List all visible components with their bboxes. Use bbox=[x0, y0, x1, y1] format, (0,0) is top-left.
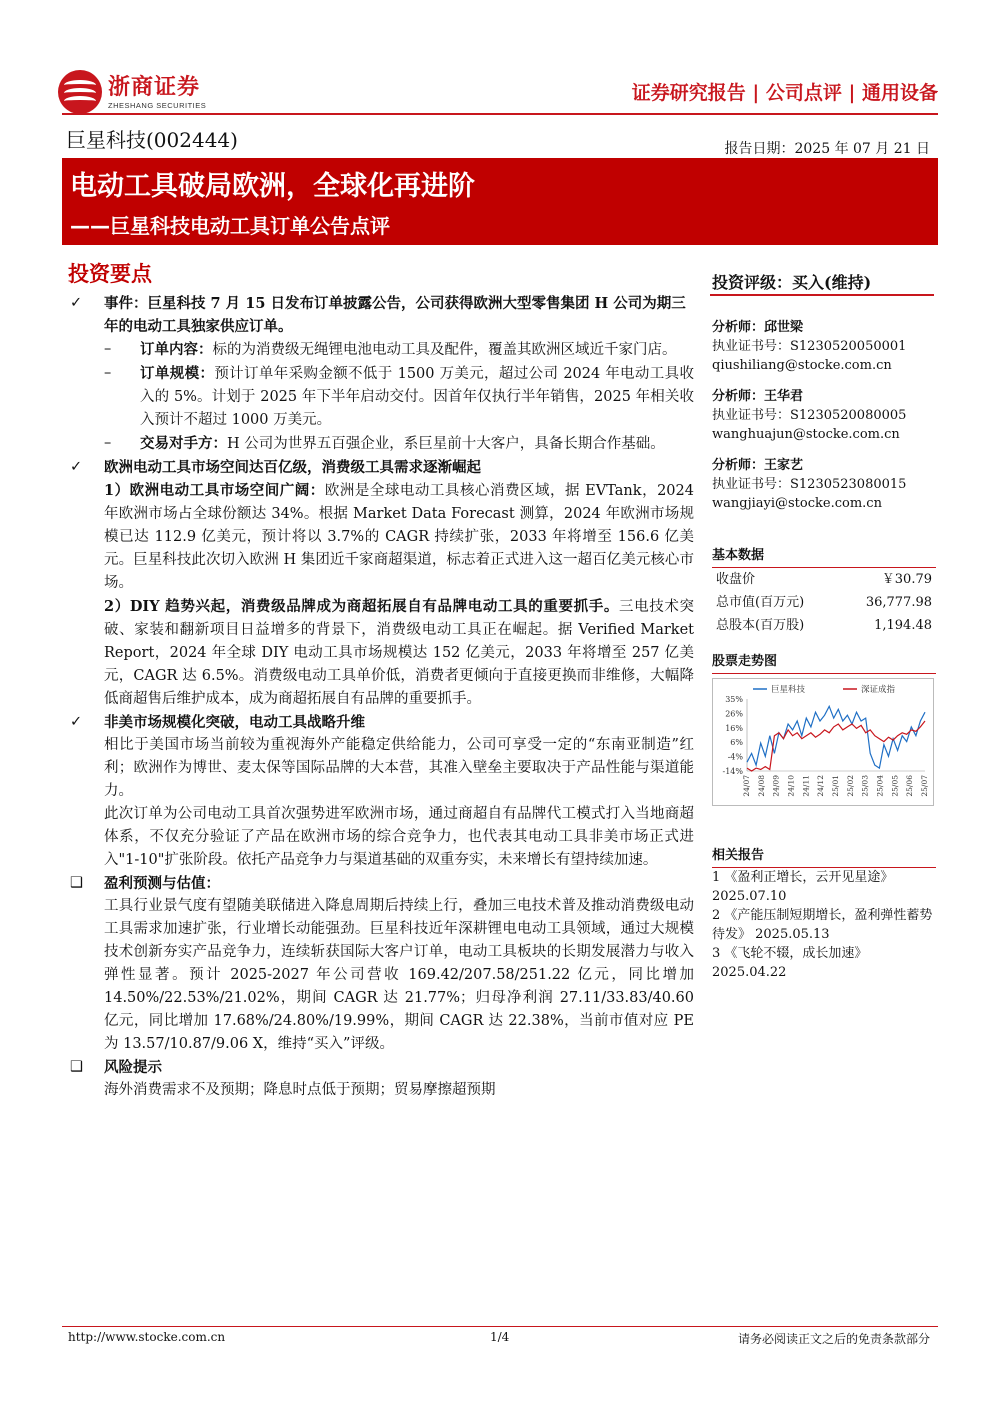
table-cell-value: 1,194.48 bbox=[874, 618, 932, 633]
key-data-table bbox=[712, 568, 936, 637]
analyst-card bbox=[712, 456, 936, 513]
table-row bbox=[712, 614, 936, 637]
bullet-heading: 风险提示 bbox=[104, 1059, 162, 1076]
table-cell-value: 36,777.98 bbox=[865, 595, 932, 610]
paragraph: 工具行业景气度有望随美联储进入降息周期后持续上行，叠加三电技术普及推动消费级电动工具需求加速扩张，行业增长动能强劲。巨星科技近年深耕锂电电动工具领域，通过大规模技术创新夯实产品竞争力，连续斩获国际大客户订单，电动工具板块的长期发展潜力与收入弹性显著。预计 2025-2027 年公司营收 169.42/207.58/251.22 亿元，同比增加 14.50%/22.53%/21.02%，期间 CAGR 达 21.77%；归母净利润 27.11/33.83/40.60 亿元，同比增加 17.68%/24.80%/19.99%，期间 CAGR 达 22.38%，当前市值对应 PE 为 13.57/10.87/9.06 X，维持“买入”评级。 bbox=[104, 898, 694, 1052]
stock-chart-svg bbox=[713, 679, 935, 807]
bullet-heading: 盈利预测与估值： bbox=[104, 875, 220, 892]
checkmark-icon: ✓ bbox=[70, 459, 83, 475]
analyst-card bbox=[712, 318, 936, 375]
x-tick-label: 24/07 bbox=[742, 775, 751, 797]
section-title: 投资要点 bbox=[68, 261, 152, 286]
y-tick-label: 16% bbox=[725, 723, 743, 733]
legend-label: 巨星科技 bbox=[771, 685, 806, 695]
key-data-title: 基本数据 bbox=[712, 548, 765, 563]
sub-item: – 订单内容：标的为消费级无绳锂电池电动工具及配件，覆盖其欧洲区域近千家门店。 bbox=[104, 341, 677, 358]
footer-url[interactable]: http://www.stocke.com.cn bbox=[68, 1330, 226, 1344]
related-report-item[interactable]: 3 《飞轮不辍，成长加速》 2025.04.22 bbox=[712, 946, 868, 980]
paragraph: 相比于美国市场当前较为重视海外产能稳定供给能力，公司可享受一定的“东南亚制造”红利；欧洲作为博世、麦太保等国际品牌的大本营，其准入壁垒主要取决于产品性能与渠道能力。 bbox=[104, 737, 694, 799]
header-divider bbox=[62, 113, 938, 115]
sub-label: 订单内容： bbox=[140, 341, 213, 358]
table-row bbox=[712, 568, 936, 591]
x-tick-label: 25/06 bbox=[905, 775, 915, 797]
company-name: 巨星科技(002444) bbox=[66, 128, 238, 152]
logo-mark-icon bbox=[58, 70, 102, 114]
footer-divider bbox=[62, 1326, 938, 1327]
x-tick-label: 25/02 bbox=[845, 775, 855, 797]
analyst-email[interactable]: qiushiliang@stocke.com.cn bbox=[712, 358, 892, 373]
x-tick-label: 25/03 bbox=[860, 775, 870, 797]
footer-disclaimer: 请务必阅读正文之后的免责条款部分 bbox=[737, 1332, 930, 1346]
related-title: 相关报告 bbox=[712, 848, 765, 863]
bullet-strategy bbox=[68, 711, 694, 734]
table-row bbox=[712, 591, 936, 614]
analyst-name: 分析师：邱世梁 bbox=[712, 320, 804, 335]
analyst-list bbox=[712, 318, 936, 513]
sub-text: 预计订单年采购金额不低于 1500 万美元，超过公司 2024 年电动工具收入的 5%。计划于 2025 年下半年启动交付。因首年仅执行半年销售，2025 年相关收入预计不超过 1000 万美元。 bbox=[140, 366, 694, 428]
analyst-email[interactable]: wangjiayi@stocke.com.cn bbox=[712, 496, 882, 511]
rating-divider bbox=[710, 294, 934, 296]
related-reports bbox=[712, 846, 936, 982]
bullet-heading: 欧洲电动工具市场空间达百亿级，消费级工具需求逐渐崛起 bbox=[104, 459, 481, 476]
table-cell-label: 总股本(百万股) bbox=[716, 618, 805, 633]
bullet-forecast bbox=[68, 872, 694, 895]
bullet-risk bbox=[68, 1056, 694, 1079]
related-report-item[interactable]: 1 《盈利正增长，云开见星途》 2025.07.10 bbox=[712, 870, 894, 904]
main-content bbox=[68, 292, 694, 1102]
page-title: 电动工具破局欧洲，全球化再进阶 bbox=[70, 171, 475, 202]
analyst-cert: 执业证书号：S1230520050001 bbox=[712, 339, 907, 354]
x-tick-label: 24/12 bbox=[816, 775, 826, 797]
checkmark-icon: ✓ bbox=[70, 714, 83, 730]
stock-chart-title: 股票走势图 bbox=[712, 654, 778, 669]
x-tick-label: 24/10 bbox=[786, 775, 796, 797]
page-subtitle: ——巨星科技电动工具订单公告点评 bbox=[70, 214, 390, 238]
analyst-cert: 执业证书号：S1230520080005 bbox=[712, 408, 907, 423]
sub-text: H 公司为世界五百强企业，系巨星前十大客户，具备长期合作基础。 bbox=[227, 436, 665, 452]
logo-cn: 浙商证券 bbox=[108, 74, 201, 100]
report-type: 证券研究报告 | 公司点评 | 通用设备 bbox=[631, 82, 938, 104]
para-text: 欧洲是全球电动工具核心消费区域，据 EVTank，2024 年欧洲市场占全球份额达 34%。根据 Market Data Forecast 测算，2024 年欧洲市场规模已达 112.9 亿美元，预计将以 3.7%的 CAGR 持续扩张，2033 年将增至 156.6 亿美元。巨星科技此次切入欧洲 H 集团近千家商超渠道，标志着正式进入这一超百亿美元核心市场。 bbox=[104, 483, 694, 591]
analyst-card bbox=[712, 387, 936, 444]
analyst-email[interactable]: wanghuajun@stocke.com.cn bbox=[712, 427, 900, 442]
checkmark-icon: ✓ bbox=[70, 295, 83, 311]
page-number: 1/4 bbox=[490, 1330, 510, 1344]
y-tick-label: 26% bbox=[725, 709, 743, 719]
table-cell-value: ￥30.79 bbox=[881, 572, 932, 587]
table-cell-label: 收盘价 bbox=[716, 572, 756, 587]
bullet-heading: 事件：巨星科技 7 月 15 日发布订单披露公告，公司获得欧洲大型零售集团 H 公司为期三年的电动工具独家供应订单。 bbox=[104, 295, 686, 335]
table-cell-label: 总市值(百万元) bbox=[716, 595, 805, 610]
x-tick-label: 25/04 bbox=[875, 775, 885, 797]
y-tick-label: -4% bbox=[727, 752, 743, 762]
x-tick-label: 25/07 bbox=[920, 775, 929, 797]
y-tick-label: 35% bbox=[725, 695, 743, 704]
x-tick-label: 25/01 bbox=[831, 775, 840, 797]
bullet-heading: 非美市场规模化突破，电动工具战略升维 bbox=[104, 714, 365, 731]
stock-chart bbox=[712, 678, 934, 806]
sub-label: 交易对手方： bbox=[140, 435, 227, 452]
para-text: 三电技术突破、家装和翻新项目日益增多的背景下，消费级电动工具正在崛起。据 Verified Market Report，2024 年全球 DIY 电动工具市场规模达 152 亿美元，2033 年将增至 257 亿美元，CAGR 达 6.5%。消费级电动工具单价低，消费者更倾向于直接更换而非维修，大幅降低商超售后维护成本，成为商超拓展自有品牌的重要抓手。 bbox=[104, 599, 695, 707]
paragraph: 海外消费需求不及预期；降息时点低于预期；贸易摩擦超预期 bbox=[104, 1082, 496, 1098]
sub-item: – 交易对手方：H 公司为世界五百强企业，系巨星前十大客户，具备长期合作基础。 bbox=[104, 435, 665, 452]
sub-label: 订单规模： bbox=[140, 365, 215, 382]
legend-label: 深证成指 bbox=[861, 685, 896, 695]
para-label: 1）欧洲电动工具市场空间广阔： bbox=[104, 482, 325, 499]
title-band bbox=[62, 158, 938, 245]
para-label: 2）DIY 趋势兴起，消费级品牌成为商超拓展自有品牌电动工具的重要抓手。 bbox=[104, 598, 619, 615]
bullet-event bbox=[68, 292, 694, 338]
rating: 投资评级：买入(维持) bbox=[712, 273, 872, 292]
analyst-name: 分析师：王家艺 bbox=[712, 458, 804, 473]
logo bbox=[58, 70, 206, 114]
sub-text: 标的为消费级无绳锂电池电动工具及配件，覆盖其欧洲区域近千家门店。 bbox=[212, 342, 677, 358]
x-tick-label: 24/09 bbox=[771, 775, 781, 797]
analyst-name: 分析师：王华君 bbox=[712, 389, 804, 404]
stock-chart-header bbox=[712, 652, 936, 674]
y-tick-label: 6% bbox=[730, 738, 743, 748]
logo-en: ZHESHANG SECURITIES bbox=[108, 100, 207, 110]
paragraph bbox=[68, 595, 694, 711]
report-date: 报告日期：2025 年 07 月 21 日 bbox=[724, 141, 930, 157]
checkbox-icon: ❑ bbox=[70, 875, 83, 891]
y-tick-label: -14% bbox=[722, 767, 743, 776]
x-tick-label: 24/08 bbox=[756, 775, 766, 797]
related-report-item[interactable]: 2 《产能压制短期增长，盈利弹性蓄势待发》 2025.05.13 bbox=[712, 908, 933, 942]
x-tick-label: 24/11 bbox=[801, 775, 811, 797]
paragraph: 此次订单为公司电动工具首次强势进军欧洲市场，通过商超自有品牌代工模式打入当地商超体系，不仅充分验证了产品在欧洲市场的综合竞争力，也代表其电动工具非美市场正式进入"1-10"扩张阶段。依托产品竞争力与渠道基础的双重夯实，未来增长有望持续加速。 bbox=[104, 806, 694, 868]
x-tick-label: 25/05 bbox=[890, 775, 900, 797]
stock-chart-divider bbox=[712, 673, 936, 674]
analyst-cert: 执业证书号：S1230523080015 bbox=[712, 477, 907, 492]
series-line-1 bbox=[747, 721, 925, 771]
checkbox-icon: ❑ bbox=[70, 1059, 83, 1075]
bullet-market bbox=[68, 456, 694, 479]
paragraph bbox=[68, 479, 694, 595]
sub-item: – 订单规模：预计订单年采购金额不低于 1500 万美元，超过公司 2024 年电动工具收入的 5%。计划于 2025 年下半年启动交付。因首年仅执行半年销售，2025 年相关收入预计不超过 1000 万美元。 bbox=[104, 365, 694, 428]
key-data bbox=[712, 546, 936, 637]
